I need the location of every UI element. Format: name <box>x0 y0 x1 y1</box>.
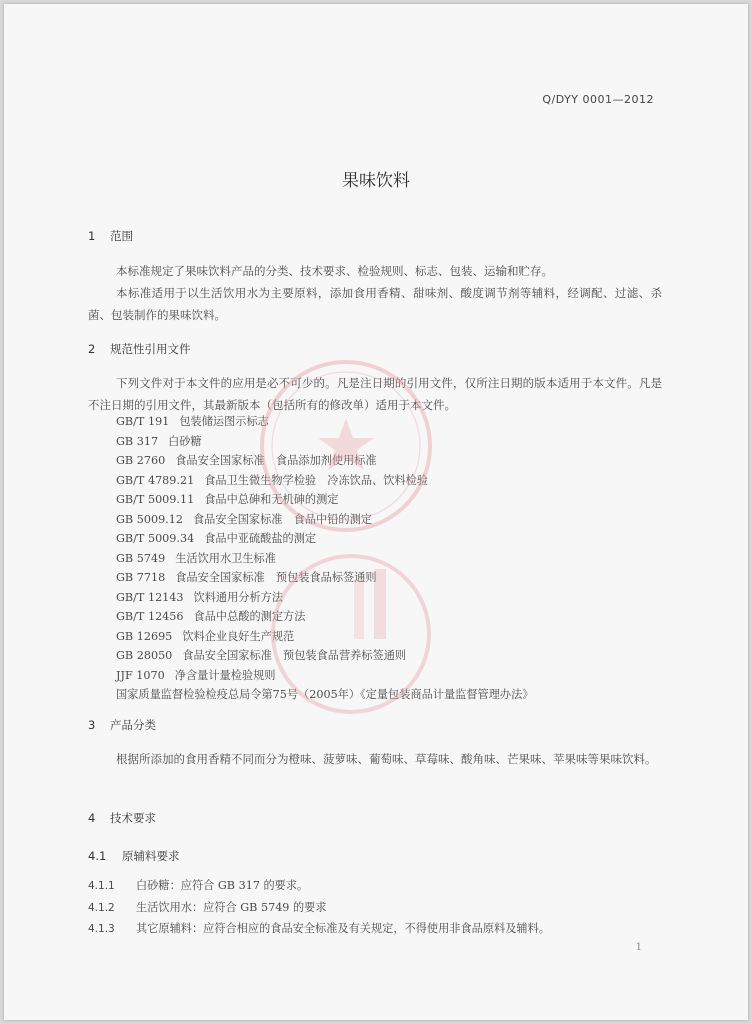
reference-item <box>116 529 533 549</box>
clause-item <box>88 897 550 919</box>
reference-code: GB/T 12456 <box>116 610 184 623</box>
reference-item <box>116 588 533 608</box>
reference-title: 生活饮用水卫生标准 <box>175 551 276 565</box>
reference-code: GB/T 191 <box>116 415 170 428</box>
scope-paragraph-1: 本标准规定了果味饮料产品的分类、技术要求、检验规则、标志、包装、运输和贮存。 <box>116 264 553 278</box>
product-classification-paragraph: 根据所添加的食用香精不同而分为橙味、菠萝味、葡萄味、草莓味、酸角味、芒果味、苹果味等果味饮料。 <box>116 752 657 766</box>
reference-title: 白砂糖 <box>168 434 202 448</box>
clause-number: 4.1.3 <box>88 923 115 935</box>
section-number: 4 <box>88 811 96 825</box>
reference-title: 食品安全国家标准 食品中铅的测定 <box>192 512 372 526</box>
section-number: 3 <box>88 718 96 732</box>
document-title: 果味饮料 <box>342 171 410 191</box>
clause-number: 4.1.1 <box>88 880 115 892</box>
scope-paragraph-2: 本标准适用于以生活饮用水为主要原料，添加食用香精、甜味剂、酸度调节剂等辅料，经调配、过滤、杀菌、包装制作的果味饮料。 <box>88 286 662 322</box>
clause-number: 4.1.2 <box>88 901 115 914</box>
reference-title: 食品中亚硫酸盐的测定 <box>204 532 317 545</box>
clause-item <box>88 918 550 940</box>
reference-title: 食品安全国家标准 预包装食品营养标签通则 <box>182 649 407 662</box>
reference-code: GB 5009.12 <box>116 512 183 526</box>
reference-item <box>116 471 533 491</box>
reference-code: GB/T 4789.21 <box>116 473 195 487</box>
reference-item <box>116 568 533 588</box>
reference-item <box>116 451 533 471</box>
reference-code: GB 7718 <box>116 571 166 584</box>
reference-title: 食品安全国家标准 食品添加剂使用标准 <box>175 454 377 467</box>
reference-title: 饮料企业良好生产规范 <box>182 629 295 643</box>
subsection-number: 4.1 <box>88 849 107 863</box>
document-code: Q/DYY 0001—2012 <box>542 93 654 106</box>
reference-item <box>116 432 533 452</box>
clause-item <box>88 875 550 897</box>
section-4-heading <box>88 810 156 826</box>
reference-title: 食品卫生微生物学检验 冷冻饮品、饮料检验 <box>204 473 428 487</box>
page-number: 1 <box>635 942 642 953</box>
section-title: 产品分类 <box>110 718 156 732</box>
reference-item <box>116 646 533 666</box>
reference-code: GB 317 <box>116 434 159 448</box>
reference-item <box>116 607 533 627</box>
section-3-heading <box>88 717 156 733</box>
reference-code: GB/T 5009.11 <box>116 493 195 506</box>
reference-code: GB/T 5009.34 <box>116 532 195 545</box>
section-title: 技术要求 <box>110 811 156 825</box>
subsection-title: 原辅料要求 <box>122 849 180 863</box>
reference-item <box>116 549 533 569</box>
reference-code: GB 12695 <box>116 629 173 643</box>
reference-title: 饮料通用分析方法 <box>193 590 284 604</box>
reference-item <box>116 685 533 705</box>
reference-title: 净含量计量检验规则 <box>174 668 276 682</box>
reference-item <box>116 510 533 530</box>
reference-title: 食品中总酸的测定方法 <box>193 610 306 623</box>
reference-item <box>116 412 533 432</box>
subsection-4-1-heading <box>88 848 180 864</box>
reference-title: 食品中总砷和无机砷的测定 <box>204 493 339 506</box>
clause-text: 生活饮用水：应符合 GB 5749 的要求 <box>136 900 327 914</box>
section-number: 1 <box>88 229 96 243</box>
section-title: 范围 <box>110 229 133 243</box>
section-number: 2 <box>88 342 96 356</box>
clause-list <box>88 875 550 940</box>
reference-title: 食品安全国家标准 预包装食品标签通则 <box>175 571 377 584</box>
reference-list <box>116 412 533 705</box>
document-page <box>4 4 748 1020</box>
reference-code: GB 28050 <box>116 649 173 662</box>
clause-text: 白砂糖：应符合 GB 317 的要求。 <box>136 879 309 892</box>
reference-item <box>116 666 533 686</box>
normative-references-intro: 下列文件对于本文件的应用是必不可少的。凡是注日期的引用文件，仅所注日期的版本适用于本文件。凡是不注日期的引用文件，其最新版本（包括所有的修改单）适用于本文件。 <box>88 376 662 412</box>
reference-item <box>116 490 533 510</box>
reference-code: GB/T 12143 <box>116 590 184 604</box>
clause-text: 其它原辅料：应符合相应的食品安全标准及有关规定，不得使用非食品原料及辅料。 <box>136 922 550 935</box>
reference-code: GB 5749 <box>116 551 166 565</box>
reference-title: 国家质量监督检验检疫总局令第75号（2005年）《定量包装商品计量监督管理办法》 <box>116 688 534 701</box>
section-1-heading <box>88 228 133 244</box>
reference-item <box>116 627 533 647</box>
section-title: 规范性引用文件 <box>110 342 191 356</box>
reference-code: GB 2760 <box>116 454 166 467</box>
reference-code: JJF 1070 <box>116 668 165 682</box>
section-2-heading <box>88 341 191 357</box>
reference-title: 包装储运图示标志 <box>179 415 269 428</box>
